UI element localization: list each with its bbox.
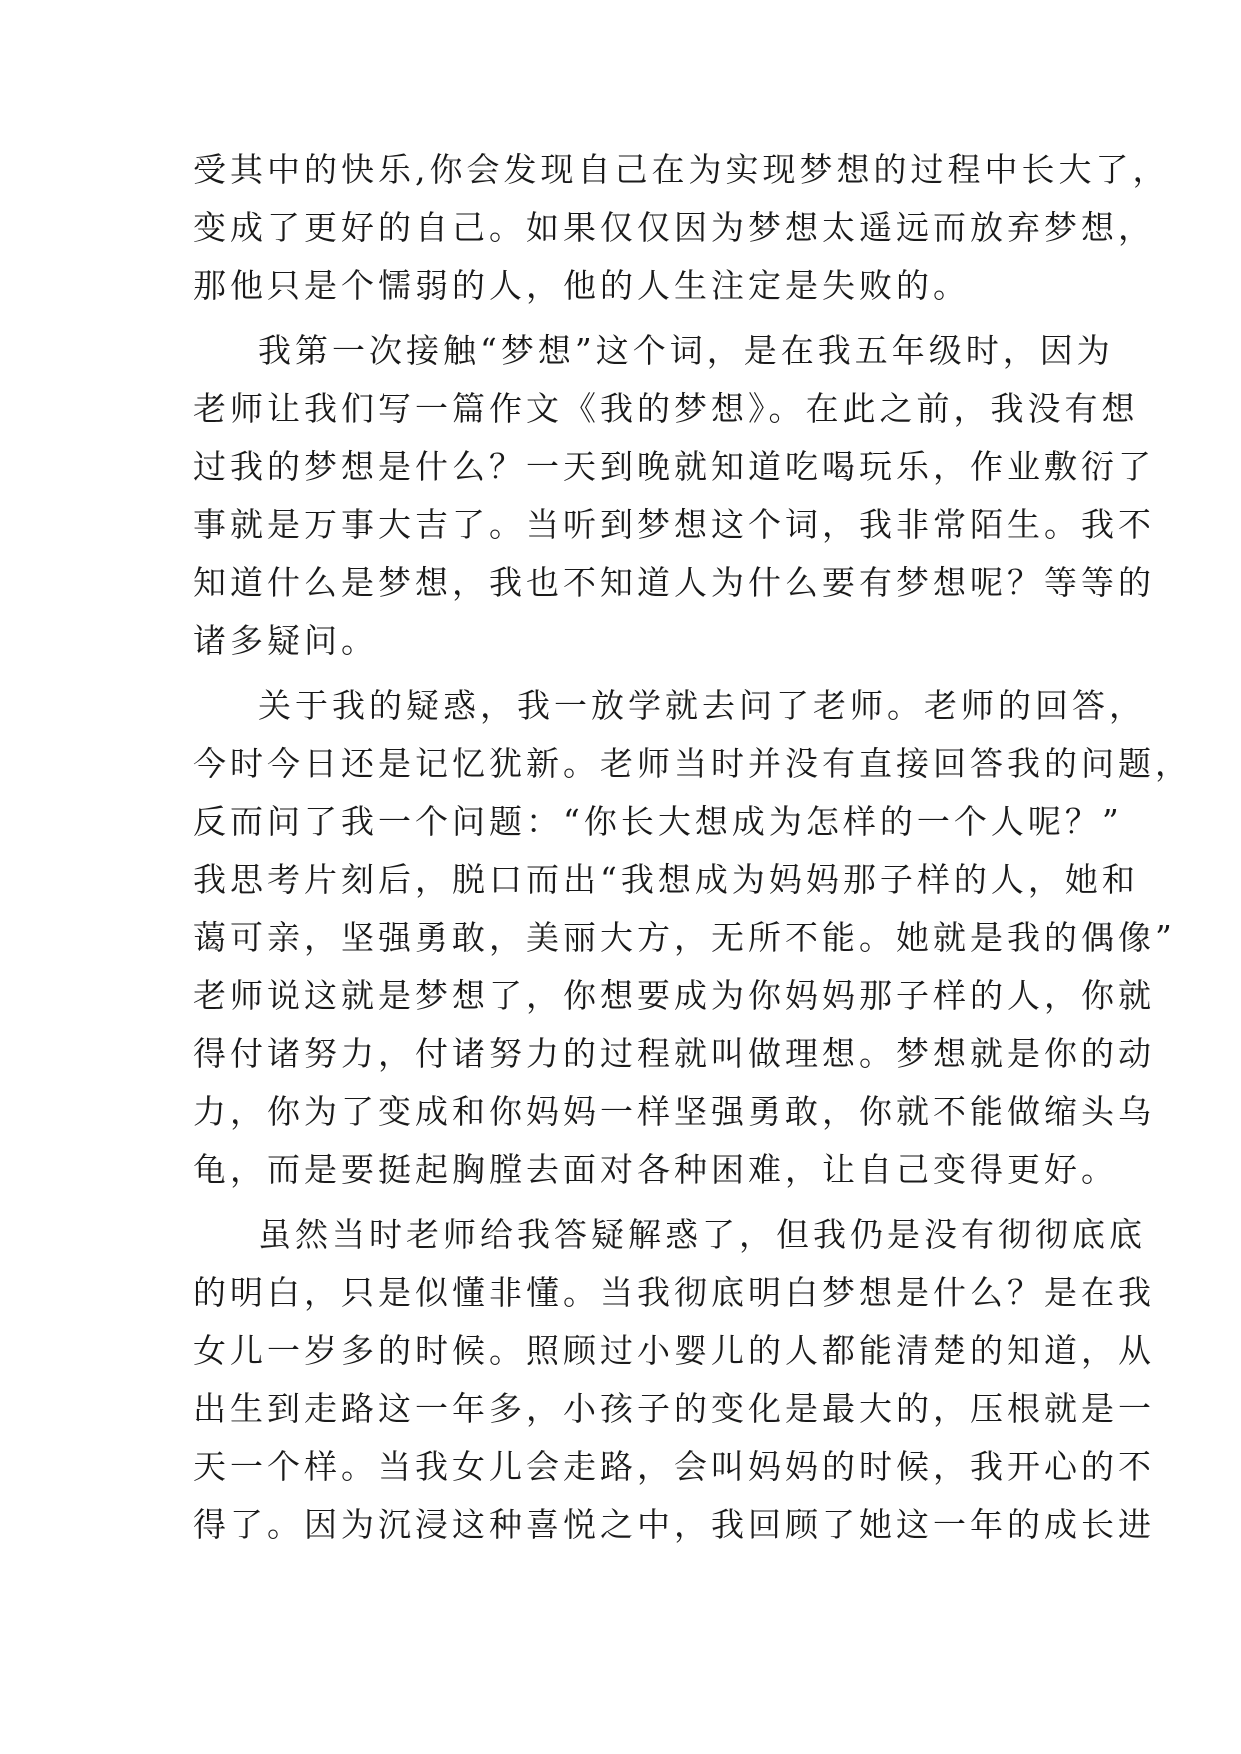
text-line: 得付诸努力，付诸努力的过程就叫做理想。梦想就是你的动 bbox=[193, 1034, 1155, 1073]
text-line: 受其中的快乐,你会发现自己在为实现梦想的过程中长大了， bbox=[193, 150, 1170, 189]
text-line: 过我的梦想是什么？一天到晚就知道吃喝玩乐，作业敷衍了 bbox=[193, 447, 1155, 486]
text-line: 老师说这就是梦想了，你想要成为你妈妈那子样的人，你就 bbox=[193, 976, 1155, 1015]
text-line: 今时今日还是记忆犹新。老师当时并没有直接回答我的问题， bbox=[193, 744, 1192, 783]
text-line: 我第一次接触“梦想”这个词，是在我五年级时，因为 bbox=[258, 331, 1114, 370]
text-line: 反而问了我一个问题：“你长大想成为怎样的一个人呢？” bbox=[193, 802, 1123, 841]
text-line: 龟，而是要挺起胸膛去面对各种困难，让自己变得更好。 bbox=[193, 1150, 1118, 1189]
text-line: 我思考片刻后，脱口而出“我想成为妈妈那子样的人，她和 bbox=[193, 860, 1139, 899]
text-line: 女儿一岁多的时候。照顾过小婴儿的人都能清楚的知道，从 bbox=[193, 1331, 1155, 1370]
text-line: 变成了更好的自己。如果仅仅因为梦想太遥远而放弃梦想， bbox=[193, 208, 1155, 247]
text-line: 老师让我们写一篇作文《我的梦想》。在此之前，我没有想 bbox=[193, 389, 1139, 428]
text-line: 诸多疑问。 bbox=[193, 621, 378, 660]
text-line: 关于我的疑惑，我一放学就去问了老师。老师的回答， bbox=[258, 686, 1146, 725]
text-line: 那他只是个懦弱的人，他的人生注定是失败的。 bbox=[193, 266, 970, 305]
text-line: 蔼可亲，坚强勇敢，美丽大方，无所不能。她就是我的偶像” bbox=[193, 918, 1176, 957]
text-line: 得了。因为沉浸这种喜悦之中，我回顾了她这一年的成长进 bbox=[193, 1505, 1155, 1544]
text-line: 知道什么是梦想，我也不知道人为什么要有梦想呢？等等的 bbox=[193, 563, 1155, 602]
text-line: 事就是万事大吉了。当听到梦想这个词，我非常陌生。我不 bbox=[193, 505, 1155, 544]
text-line: 天一个样。当我女儿会走路，会叫妈妈的时候，我开心的不 bbox=[193, 1447, 1155, 1486]
text-line: 虽然当时老师给我答疑解惑了，但我仍是没有彻彻底底 bbox=[258, 1215, 1146, 1254]
text-line: 力，你为了变成和你妈妈一样坚强勇敢，你就不能做缩头乌 bbox=[193, 1092, 1155, 1131]
text-line: 出生到走路这一年多，小孩子的变化是最大的，压根就是一 bbox=[193, 1389, 1155, 1428]
text-line: 的明白，只是似懂非懂。当我彻底明白梦想是什么？是在我 bbox=[193, 1273, 1155, 1312]
